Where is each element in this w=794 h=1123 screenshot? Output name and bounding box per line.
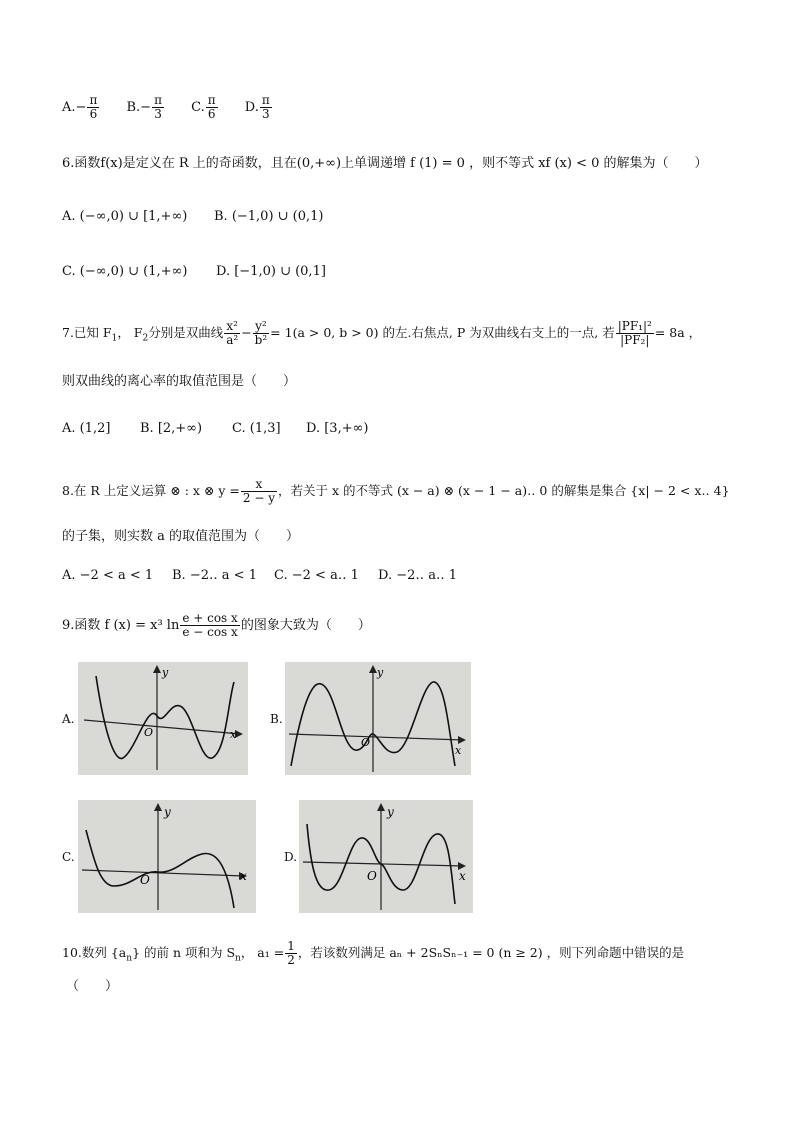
q5-option-d: D. $\frac{\pi}{3}$ [244,93,270,121]
graph-a-photo [78,662,248,775]
graph-b-photo [285,662,471,775]
graph-a-origin: O [144,726,154,739]
graph-a-y-arrow [153,665,161,673]
q8-option-b: B. −2‥ a < 1 [172,568,257,583]
graph-d-origin: O [367,869,377,883]
graph-a-curve [96,676,234,758]
q6-option-a: A. (−∞,0) ∪ [1,+∞) [62,209,188,224]
graph-d-y-arrow [377,803,385,811]
graph-c-axis-y-label: y [164,805,171,819]
q5-c-fraction: $\frac{\pi}{6}$ [207,93,216,121]
q6-stem: 6.函数f(x)是定义在 R 上的奇函数，且在(0,+∞)上单调递增 f (1) = 0 ，则不等式 xf (x) < 0 的解集为（ ） [62,156,708,171]
q5-b-fraction: $\frac{\pi}{3}$ [154,93,162,121]
q6-option-b: B. (−1,0) ∪ (0,1) [214,209,324,224]
graph-c-origin: O [140,873,150,887]
graph-c-plot [78,800,256,913]
q6-option-d: D. [−1,0) ∪ (0,1] [216,264,326,279]
graph-c-axis-x-label: x [240,869,247,883]
graph-b-x-arrow [458,736,466,744]
q10-frac: $\frac{1}{2}$ [287,939,295,967]
q7-stem-line2: 则双曲线的离心率的取值范围是（ ） [62,374,297,389]
graph-d-axis-y-label: y [387,805,394,819]
graph-b-plot [285,662,471,775]
graph-c-y-arrow [154,803,162,811]
graph-b-y-arrow [369,665,377,673]
q7-option-d: D. [3,+∞) [306,421,369,436]
graph-c-label: C. [62,850,75,864]
graph-d-plot [299,800,473,913]
graph-b-axis-x-label: x [455,744,462,757]
q5-option-c: C. $\frac{\pi}{6}$ [191,93,216,121]
q5-option-a: A.− $\frac{\pi}{6}$ [62,93,98,121]
q5-a-fraction: $\frac{\pi}{6}$ [89,93,98,121]
graph-d-photo [299,800,473,913]
graph-c-photo [78,800,256,913]
graph-b-axis-y-label: y [377,666,384,679]
graph-b-label: B. [270,712,283,726]
q8-option-c: C. −2 < a‥ 1 [274,568,359,583]
q8-option-a: A. −2 < a < 1 [62,568,154,583]
q7-frac-x: $\frac{\text{x²}}{\text{a²}}$ [226,319,239,347]
q7-option-c: C. (1,3] [232,421,281,436]
graph-b-origin: O [361,736,371,749]
q8-option-d: D. −2‥ a‥ 1 [378,568,458,583]
graph-d-label: D. [284,850,298,864]
graph-c-x-axis [82,870,244,876]
q7-stem: 7.已知 $F_1$， $F_2$分别是双曲线 $\frac{\text{x²}}{\text{a²}}$ − $\frac{\text{y²}}{\text{b²}}$ = 1(a > 0, b > 0) 的左.右焦点, P 为双曲线右支上的一点, 若 $\frac{\text{|PF₁|²}}{\text{|PF₂|}}$ = 8a ， [62,319,702,347]
q9-stem: 9.函数 f (x) = x³ ln $\frac{\text{e + cos x}}{\text{e − cos x}}$ 的图象大致为（ ） [62,611,371,639]
q6-option-c: C. (−∞,0) ∪ (1,+∞) [62,264,188,279]
q10-stem-line2: （ ） [66,979,119,994]
graph-a-label: A. [62,712,75,726]
q7-frac-pf: $\frac{\text{|PF₁|²}}{\text{|PF₂|}}$ [617,319,652,347]
q7-frac-y: $\frac{\text{y²}}{\text{b²}}$ [254,319,268,347]
graph-a-axis-y-label: y [162,666,169,679]
graph-a-plot [78,662,248,775]
q7-option-a: A. (1,2] [62,421,111,436]
graph-c-curve [86,830,234,908]
q5-options [62,94,295,121]
q8-stem-line2: 的子集，则实数 a 的取值范围为（ ） [62,529,300,544]
graph-d-axis-x-label: x [459,869,466,883]
q7-option-b: B. [2,+∞) [140,421,203,436]
graph-a-axis-x-label: x [230,728,237,741]
q8-stem: 8.在 R 上定义运算 ⊗ : x ⊗ y = $\frac{x}{2 - y}$ ，若关于 x 的不等式 (x − a) ⊗ (x − 1 − a)‥ 0 的解集是集合 {x| − 2 < x‥ 4} [62,477,730,505]
q10-stem: 10.数列 $\{a_n\}$ 的前 n 项和为 $S_n$， a₁ = $\frac{1}{2}$ ，若该数列满足 aₙ + 2SₙSₙ₋₁ = 0 (n ≥ 2) ，则下列命题中错误的是 [62,939,685,967]
q8-frac: $\frac{x}{2 - y}$ [242,477,275,505]
q9-frac: $\frac{\text{e + cos x}}{\text{e − cos x}}$ [182,611,238,639]
q5-option-b: B.− $\frac{\pi}{3}$ [126,93,162,121]
q5-d-fraction: $\frac{\pi}{3}$ [261,93,270,121]
